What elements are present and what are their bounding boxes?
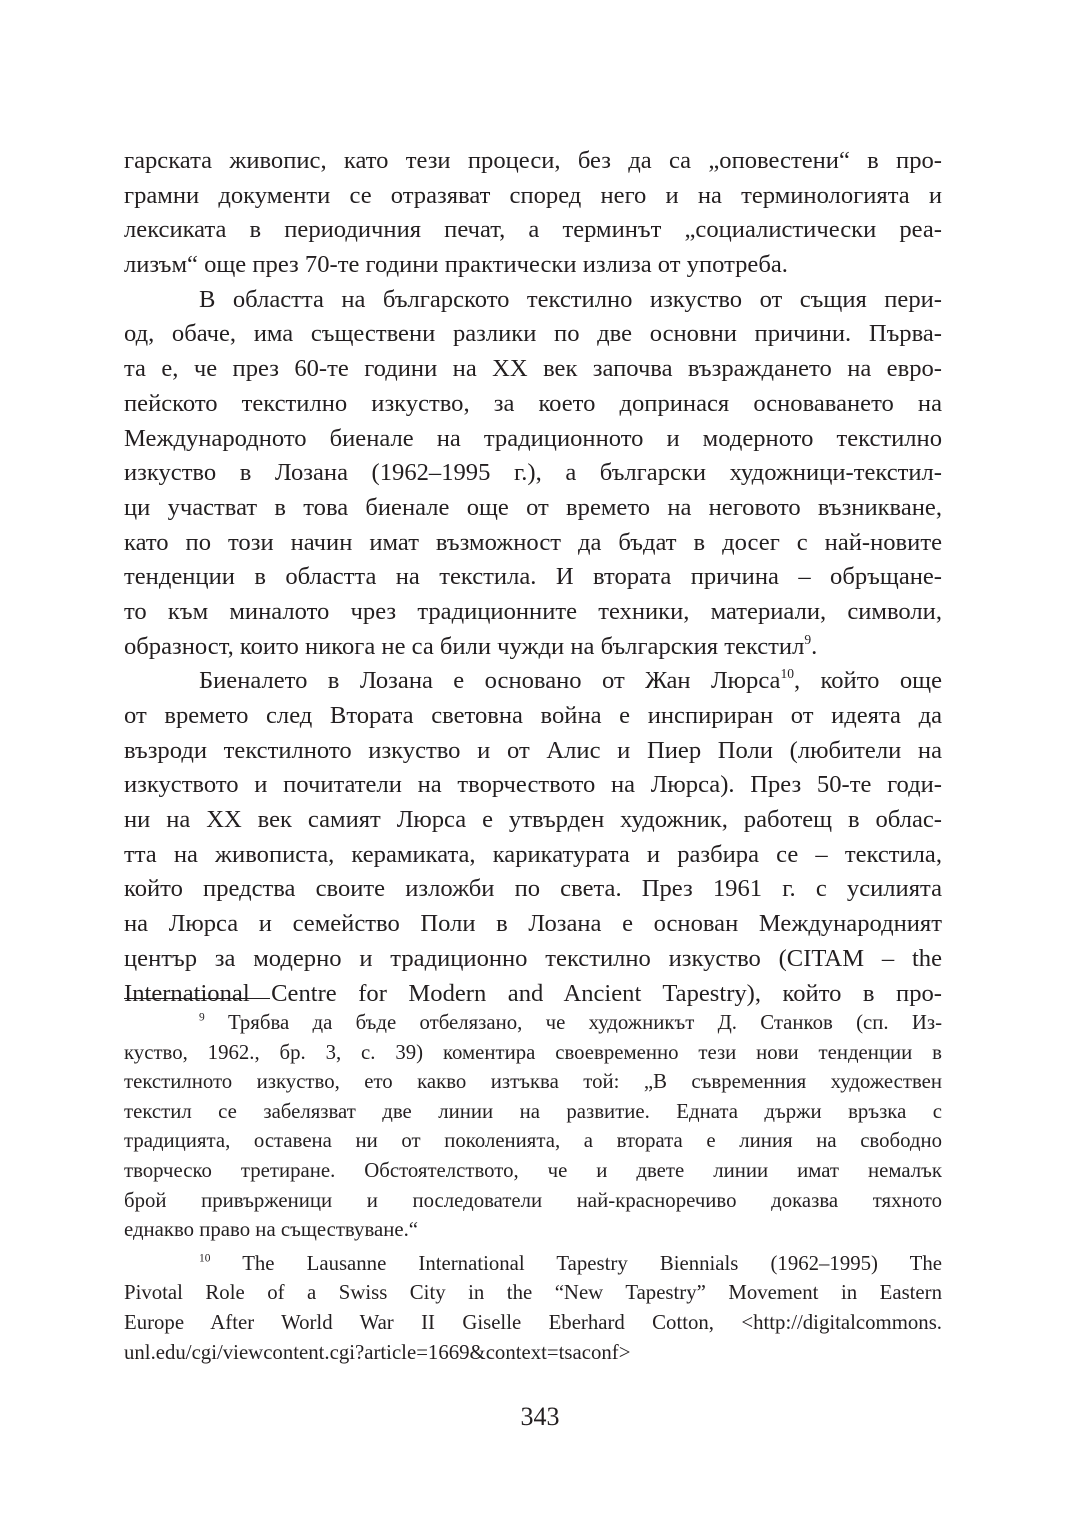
text-line: център за модерно и традиционно текстилно изкуство (CITAM – the bbox=[124, 944, 942, 972]
text-line: та е, че през 60-те години на ХХ век започва възраждането на евро- bbox=[124, 355, 942, 383]
paragraph-2 bbox=[124, 283, 942, 665]
footnote-separator bbox=[124, 998, 270, 999]
text-line bbox=[124, 630, 942, 665]
text-segment: , който още bbox=[794, 667, 942, 695]
text-line: гарската живопис, като тези процеси, без да са „оповестени“ в про- bbox=[124, 147, 942, 174]
text-line: изкуството и почитатели на творчеството на Люрса). През 50-те годи- bbox=[124, 771, 942, 799]
text-line: творческо третиране. Обстоятелството, че и двете линии имат немалък bbox=[124, 1158, 942, 1182]
paragraph-1 bbox=[124, 144, 942, 283]
text-line: ци участват в това биенале още от времето на неговото възникване, bbox=[124, 493, 942, 521]
text-line: пейското текстилно изкуство, за което допринася основаването на bbox=[124, 389, 942, 417]
text-line: традицията, оставена ни от поколенията, а втората е линия на свободно bbox=[124, 1129, 942, 1153]
footnote-number: 9 bbox=[199, 1011, 205, 1024]
text-segment: Europe After World War II Giselle Eberhard Cotton, <http://digitalcommons. bbox=[124, 1310, 942, 1334]
footnote-9 bbox=[124, 1008, 942, 1245]
text-line: куство, 1962., бр. 3, с. 39) коментира своевременно тези нови тенденции в bbox=[124, 1040, 942, 1064]
text-line: който предства своите изложби по света. През 1961 г. с усилията bbox=[124, 875, 942, 903]
text-line: грамни документи се отразяват според него и на терминологията и bbox=[124, 181, 942, 209]
text-segment: Биеналето в Лозана е основано от Жан Люрса bbox=[199, 667, 781, 695]
text-line: тенденции в областта на текстила. И втората причина – обръщане- bbox=[124, 563, 942, 591]
main-text bbox=[124, 144, 942, 1011]
text-line: брой привърженици и последователи най-красноречиво доказва тяхното bbox=[124, 1188, 942, 1212]
text-line: възроди текстилното изкуство и от Алис и Пиер Поли (любители на bbox=[124, 736, 942, 764]
text-line: Pivotal Role of a Swiss City in the “New Tapestry” Movement in Eastern bbox=[124, 1281, 942, 1305]
text-line: на Люрса и семейство Поли в Лозана е основан Международният bbox=[124, 910, 942, 938]
text-line: еднакво право на съществуване.“ bbox=[124, 1218, 419, 1242]
text-line bbox=[124, 1249, 942, 1279]
footnote-number: 10 bbox=[199, 1252, 211, 1265]
text-line: Международното биенале на традиционното и модерното текстилно bbox=[124, 424, 942, 452]
page-number: 343 bbox=[520, 1402, 560, 1431]
footnote-reference-9[interactable]: 9 bbox=[804, 631, 812, 647]
text-line: В областта на българското текстилно изкуство от същия пери- bbox=[199, 285, 942, 313]
text-line: лизъм“ още през 70-те години практически излиза от употреба. bbox=[124, 251, 788, 279]
footnotes bbox=[124, 1008, 942, 1367]
footnote-10 bbox=[124, 1249, 942, 1367]
text-segment: образност, които никога не са били чужди на българския текстил bbox=[124, 632, 805, 660]
text-line: текстил се забелязват две линии на развитие. Едната държи връзка с bbox=[124, 1099, 942, 1123]
paragraph-3 bbox=[124, 664, 942, 1011]
text-segment: . bbox=[811, 632, 818, 660]
text-line bbox=[124, 1308, 942, 1338]
text-line: то към миналото чрез традиционните техники, материали, символи, bbox=[124, 597, 942, 625]
text-line: од, обаче, има съществени разлики по две основни причини. Първа- bbox=[124, 320, 942, 348]
text-line bbox=[124, 1008, 942, 1038]
text-line bbox=[124, 664, 942, 699]
text-line: International Centre for Modern and Ancient Tapestry), който в про- bbox=[124, 979, 942, 1007]
text-line: изкуство в Лозана (1962–1995 г.), а български художници-текстил- bbox=[124, 459, 942, 487]
text-segment: The Lausanne International Tapestry Biennials (1962–1995) The bbox=[242, 1251, 943, 1275]
text-line: лексиката в периодичния печат, а терминът „социалистически реа- bbox=[124, 216, 942, 244]
text-line: ни на ХХ век самият Люрса е утвърден художник, работещ в облас- bbox=[124, 806, 942, 834]
footnote-reference-10[interactable]: 10 bbox=[780, 666, 794, 682]
text-line: текстилното изкуство, ето какво изтъква той: „В съвременния художествен bbox=[124, 1070, 942, 1094]
text-segment: Трябва да бъде отбелязано, че художникът Д. Станков (сп. Из- bbox=[228, 1011, 942, 1034]
text-line: от времето след Втората световна война е инспириран от идеята да bbox=[124, 702, 942, 729]
text-line: като по този начин имат възможност да бъдат в досег с най-новите bbox=[124, 528, 942, 556]
link[interactable]: unl.edu/cgi/viewcontent.cgi?article=1669&context=tsaconf> bbox=[124, 1340, 631, 1364]
text-line: тта на живописта, керамиката, карикатурата и разбира се – текстила, bbox=[124, 840, 942, 868]
